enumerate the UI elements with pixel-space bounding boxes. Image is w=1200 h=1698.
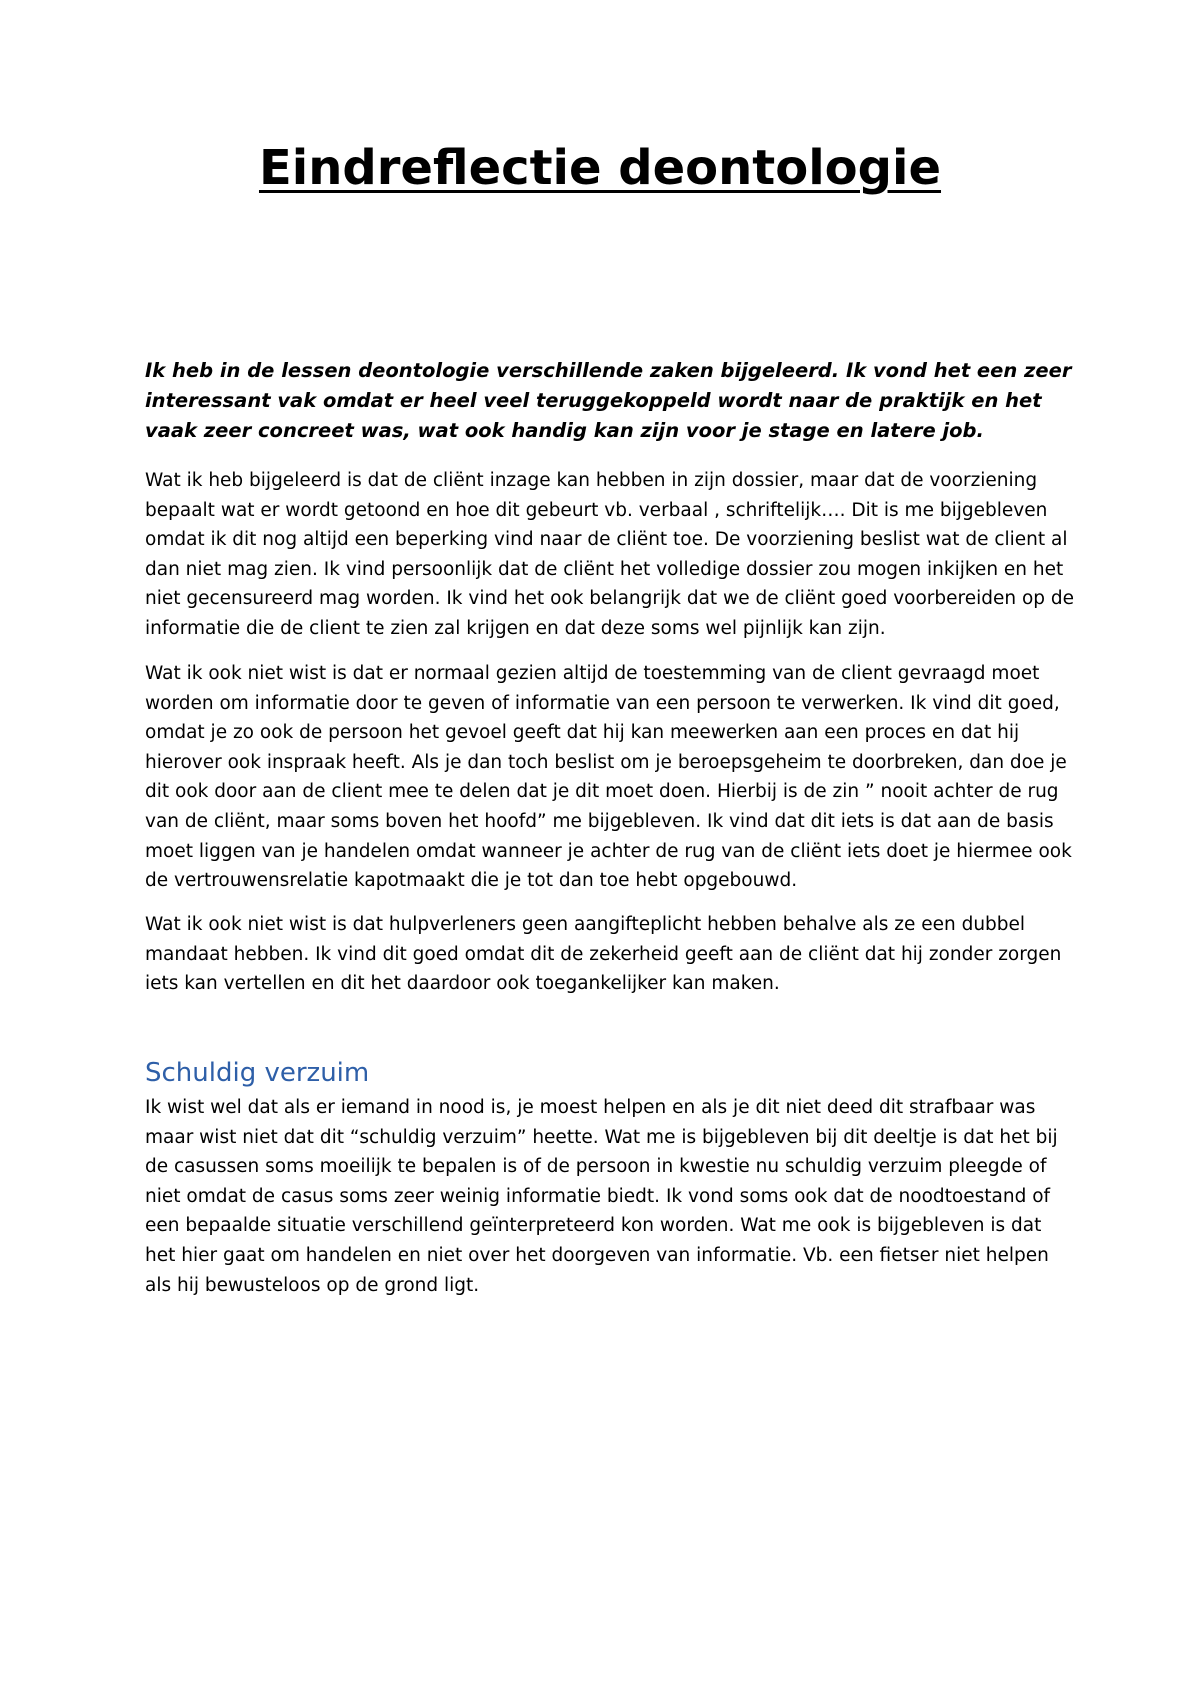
paragraph-inzage: Wat ik heb bijgeleerd is dat de cliënt inzage kan hebben in zijn dossier, maar dat de voorziening bepaalt wat er wordt getoond en hoe dit gebeurt vb. verbaal , schriftelijk…. Dit is me bijgebleven omdat ik dit nog altijd een beperking vind naar de cliënt toe. De voorziening beslist wat de client al dan niet mag zien. Ik vind persoonlijk dat de cliënt het volledige dossier zou mogen inkijken en het niet gecensureerd mag worden. Ik vind het ook belangrijk dat we de cliënt goed voorbereiden op de informatie die de client te zien zal krijgen en dat deze soms wel pijnlijk kan zijn.	[145, 470, 1075, 639]
paragraph-aangifteplicht: Wat ik ook niet wist is dat hulpverleners geen aangifteplicht hebben behalve als ze een dubbel mandaat hebben. Ik vind dit goed omdat dit de zekerheid geeft aan de cliënt dat hij zonder zorgen iets kan vertellen en dit het daardoor ook toegankelijker kan maken.	[145, 914, 1062, 995]
paragraph-toestemming: Wat ik ook niet wist is dat er normaal gezien altijd de toestemming van de client gevraagd moet worden om informatie door te geven of informatie van een persoon te verwerken. Ik vind dit goed, omdat je zo ook de persoon het gevoel geeft dat hij kan meewerken aan een proces en dat hij hierover ook inspraak heeft. Als je dan toch beslist om je beroepsgeheim te doorbreken, dan doe je dit ook door aan de client mee te delen dat je dit moet doen. Hierbij is de zin ” nooit achter de rug van de cliënt, maar soms boven het hoofd” me bijgebleven. Ik vind dat dit iets is dat aan de basis moet liggen van je handelen omdat wanneer je achter de rug van de cliënt iets doet je hiermee ook de vertrouwensrelatie kapotmaakt die je tot dan toe hebt opgebouwd.	[145, 663, 1072, 892]
paragraph-schuldig-verzuim: Ik wist wel dat als er iemand in nood is, je moest helpen en als je dit niet deed dit strafbaar was maar wist niet dat dit “schuldig verzuim” heette. Wat me is bijgebleven bij dit deeltje is dat het bij de casussen soms moeilijk te bepalen is of de persoon in kwestie nu schuldig verzuim pleegde of niet omdat de casus soms zeer weinig informatie biedt. Ik vond soms ook dat de noodtoestand of een bepaalde situatie verschillend geïnterpreteerd kon worden. Wat me ook is bijgebleven is dat het hier gaat om handelen en niet over het doorgeven van informatie. Vb. een fietser niet helpen als hij bewusteloos op de grond ligt.	[145, 1097, 1058, 1296]
section-heading-schuldig-verzuim: Schuldig verzuim	[145, 1058, 370, 1088]
intro-paragraph: Ik heb in de lessen deontologie verschillende zaken bijgeleerd. Ik vond het een zeer interessant vak omdat er heel veel teruggekoppeld wordt naar de praktijk en het vaak zeer concreet was, wat ook handig kan zijn voor je stage en latere job.	[145, 359, 1072, 442]
document-title: Eindreflectie deontologie	[258, 140, 942, 196]
